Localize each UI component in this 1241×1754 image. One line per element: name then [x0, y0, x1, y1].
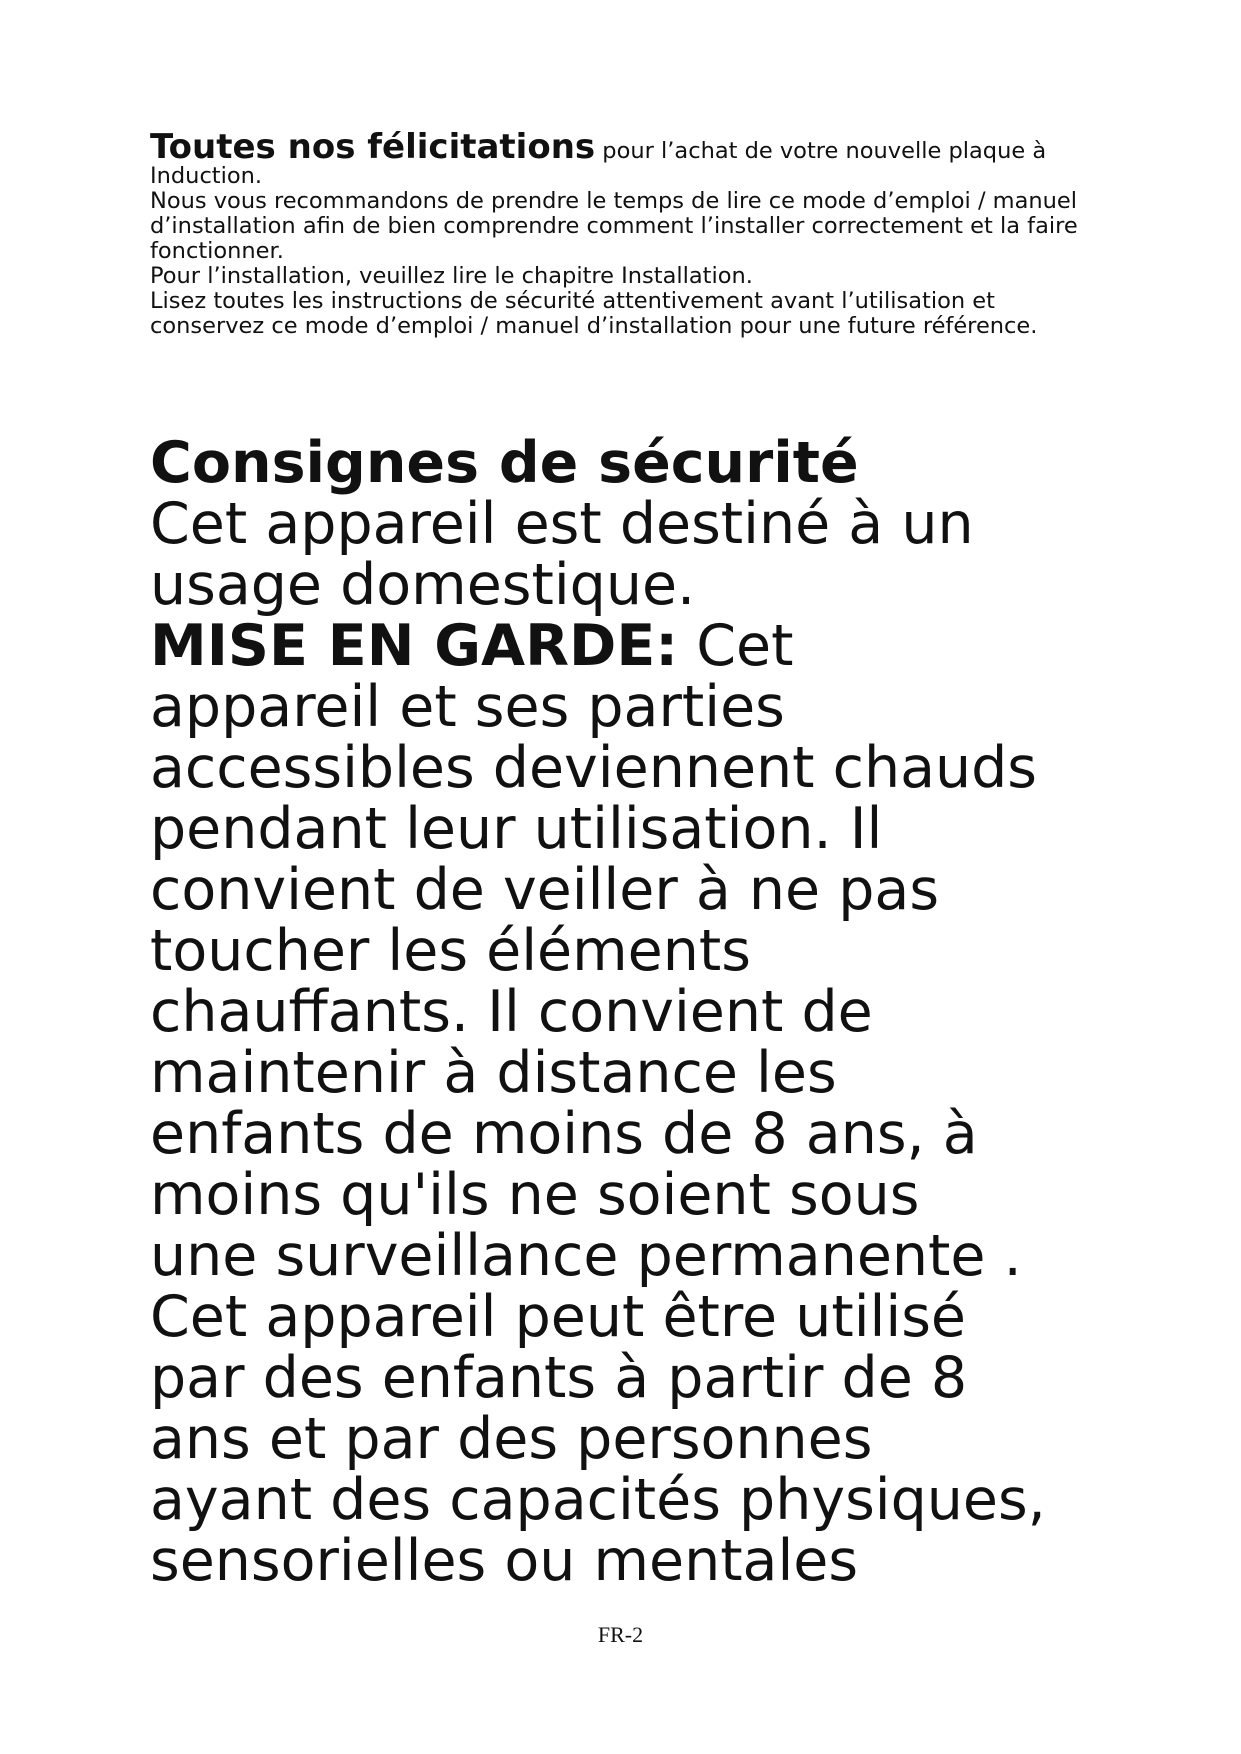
congratulations-text: pour l’achat de votre nouvelle plaque à Induction. [150, 138, 1047, 189]
intro-paragraph-3: Pour l’installation, veuillez lire le chapitre Installation. [150, 263, 753, 289]
intro-paragraph-1 [150, 127, 1110, 189]
page-number: FR-2 [597, 1622, 644, 1647]
intro-section [150, 127, 1110, 339]
congratulations-lead: Toutes nos félicitations [150, 127, 596, 167]
usage-statement: Cet appareil est destiné à un usage domestique. [150, 491, 974, 618]
intro-paragraph-2: Nous vous recommandons de prendre le temps de lire ce mode d’emploi / manuel d’installation afin de bien comprendre comment l’installer correctement et la faire fonctionner. [150, 188, 1078, 264]
safety-heading: Consignes de sécurité [150, 430, 859, 496]
warning-paragraph [150, 613, 1150, 1594]
safety-section [150, 430, 1150, 1594]
warning-label: MISE EN GARDE: [150, 613, 679, 679]
intro-paragraph-4: Lisez toutes les instructions de sécurité attentivement avant l’utilisation et conservez ce mode d’emploi / manuel d’installation pour une future référence. [150, 288, 1038, 339]
warning-text: Cet appareil et ses parties accessibles deviennent chauds pendant leur utilisation. Il convient de veiller à ne pas toucher les éléments chauffants. Il convient de maintenir à distance les enfants de moins de 8 ans, à moins qu'ils ne soient sous une surveillance permanente . Cet appareil peut être utilisé par des enfants à partir de 8 ans et par des personnes ayant des capacités physiques, sensorielles ou mentales [150, 613, 1046, 1594]
